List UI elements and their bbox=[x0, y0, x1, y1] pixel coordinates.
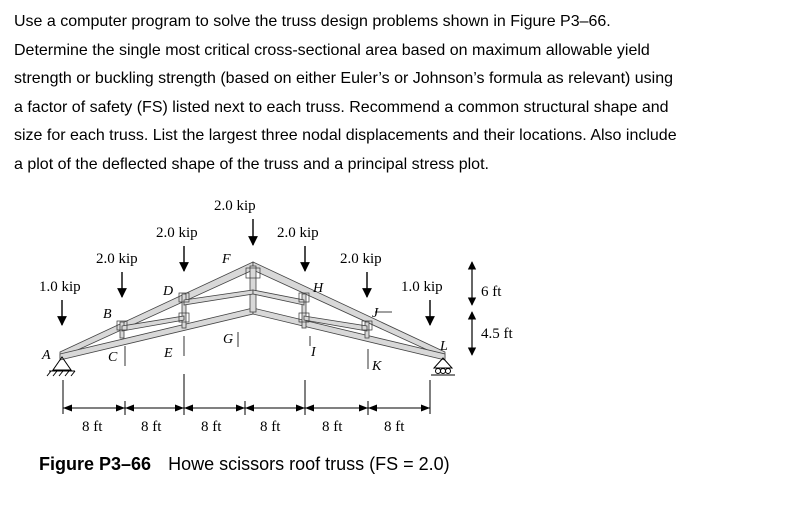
node-label-f: F bbox=[222, 252, 231, 267]
bottom-chord-right bbox=[253, 308, 445, 360]
top-chord-right bbox=[253, 262, 445, 358]
span-label-2: 8 ft bbox=[141, 419, 162, 435]
span-label-5: 8 ft bbox=[322, 419, 343, 435]
problem-line-6: a plot of the deflected shape of the truss and a principal stress plot. bbox=[14, 155, 489, 173]
problem-line-3: strength or buckling strength (based on either Euler’s or Johnson’s formula as relevant) using bbox=[14, 70, 674, 88]
vertical-member-g bbox=[250, 266, 256, 312]
height-label-top: 6 ft bbox=[481, 284, 502, 300]
node-label-e: E bbox=[164, 346, 173, 361]
node-label-g: G bbox=[223, 332, 234, 347]
load-label-b: 2.0 kip bbox=[96, 251, 138, 267]
vertical-member-e bbox=[182, 294, 186, 328]
node-label-i: I bbox=[311, 345, 316, 360]
problem-line-2: Determine the single most critical cross-sectional area based on maximum allowable yield bbox=[14, 41, 650, 59]
node-label-h: H bbox=[313, 281, 324, 296]
figure-number: Figure P3–66 bbox=[39, 454, 152, 474]
problem-line-5: size for each truss. List the largest three nodal displacements and their locations. Also include bbox=[14, 127, 677, 145]
load-label-h: 2.0 kip bbox=[277, 225, 319, 241]
load-label-peak: 2.0 kip bbox=[214, 198, 256, 214]
truss-members bbox=[60, 262, 445, 360]
node-label-k: K bbox=[372, 359, 382, 374]
node-label-b: B bbox=[103, 307, 112, 322]
vertical-member-i bbox=[302, 294, 306, 328]
node-label-a: A bbox=[42, 348, 51, 363]
height-label-bottom: 4.5 ft bbox=[481, 326, 513, 342]
span-label-6: 8 ft bbox=[384, 419, 405, 435]
problem-line-4: a factor of safety (FS) listed next to each truss. Recommend a common structural shape and bbox=[14, 98, 669, 116]
load-label-right-end: 1.0 kip bbox=[401, 279, 443, 295]
load-label-d: 2.0 kip bbox=[156, 225, 198, 241]
roller-support bbox=[431, 358, 455, 375]
span-label-3: 8 ft bbox=[201, 419, 222, 435]
load-label-j: 2.0 kip bbox=[340, 251, 382, 267]
figure-caption bbox=[39, 454, 450, 474]
node-label-c: C bbox=[108, 350, 118, 365]
span-label-1: 8 ft bbox=[82, 419, 103, 435]
span-label-4: 8 ft bbox=[260, 419, 281, 435]
figure-title: Howe scissors roof truss (FS = 2.0) bbox=[168, 454, 450, 474]
diagonal-member-3 bbox=[253, 290, 304, 305]
load-label-left-end: 1.0 kip bbox=[39, 279, 81, 295]
node-label-j: J bbox=[372, 306, 379, 321]
node-label-l: L bbox=[440, 339, 448, 354]
problem-line-1: Use a computer program to solve the truss design problems shown in Figure P3–66. bbox=[14, 13, 611, 30]
node-label-d: D bbox=[163, 284, 174, 299]
